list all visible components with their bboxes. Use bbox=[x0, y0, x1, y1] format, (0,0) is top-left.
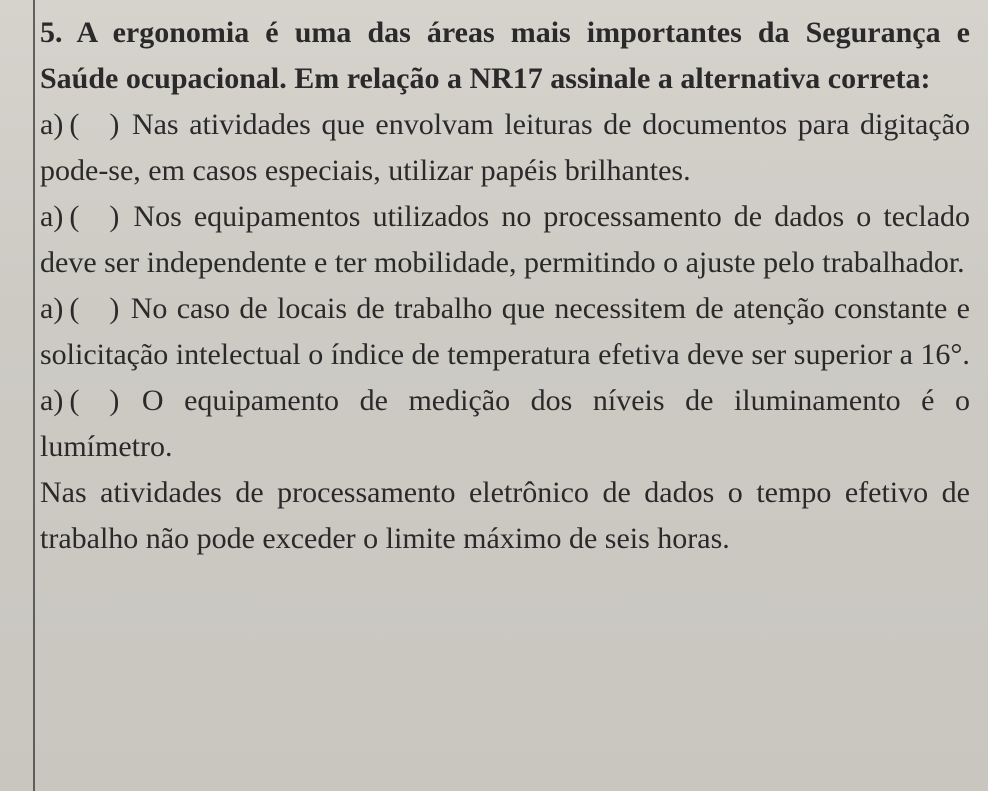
option-text: No caso de locais de trabalho que necessitem de atenção constante e solicitação intelectual o índice de temperatura efetiva deve ser superior a 16°. bbox=[40, 292, 971, 371]
option-1 bbox=[40, 102, 970, 194]
option-2 bbox=[40, 194, 970, 286]
option-4 bbox=[40, 378, 970, 470]
option-checkbox[interactable]: ( ) bbox=[69, 292, 120, 325]
option-text: O equipamento de medição dos níveis de iluminamento é o lumímetro. bbox=[40, 384, 971, 463]
option-checkbox[interactable]: ( ) bbox=[69, 200, 120, 233]
final-statement: Nas atividades de processamento eletrônico de dados o tempo efetivo de trabalho não pode exceder o limite máximo de seis horas. bbox=[40, 476, 970, 555]
option-3 bbox=[40, 286, 970, 378]
option-letter: a) bbox=[40, 200, 64, 233]
option-letter: a) bbox=[40, 108, 64, 141]
question-block bbox=[40, 10, 970, 562]
question-text: A ergonomia é uma das áreas mais importantes da Segurança e Saúde ocupacional. Em relação a NR17 assinale a alternativa correta: bbox=[40, 16, 970, 95]
option-checkbox[interactable]: ( ) bbox=[69, 384, 120, 417]
option-text: Nas atividades que envolvam leituras de documentos para digitação pode-se, em casos especiais, utilizar papéis brilhantes. bbox=[40, 108, 970, 187]
option-letter: a) bbox=[40, 384, 64, 417]
question-title bbox=[40, 10, 970, 102]
option-letter: a) bbox=[40, 292, 64, 325]
margin-line bbox=[33, 0, 35, 791]
option-checkbox[interactable]: ( ) bbox=[69, 108, 120, 141]
option-text: Nos equipamentos utilizados no processamento de dados o teclado deve ser independente e ter mobilidade, permitindo o ajuste pelo trabalhador. bbox=[40, 200, 971, 279]
question-number: 5. bbox=[40, 16, 63, 49]
